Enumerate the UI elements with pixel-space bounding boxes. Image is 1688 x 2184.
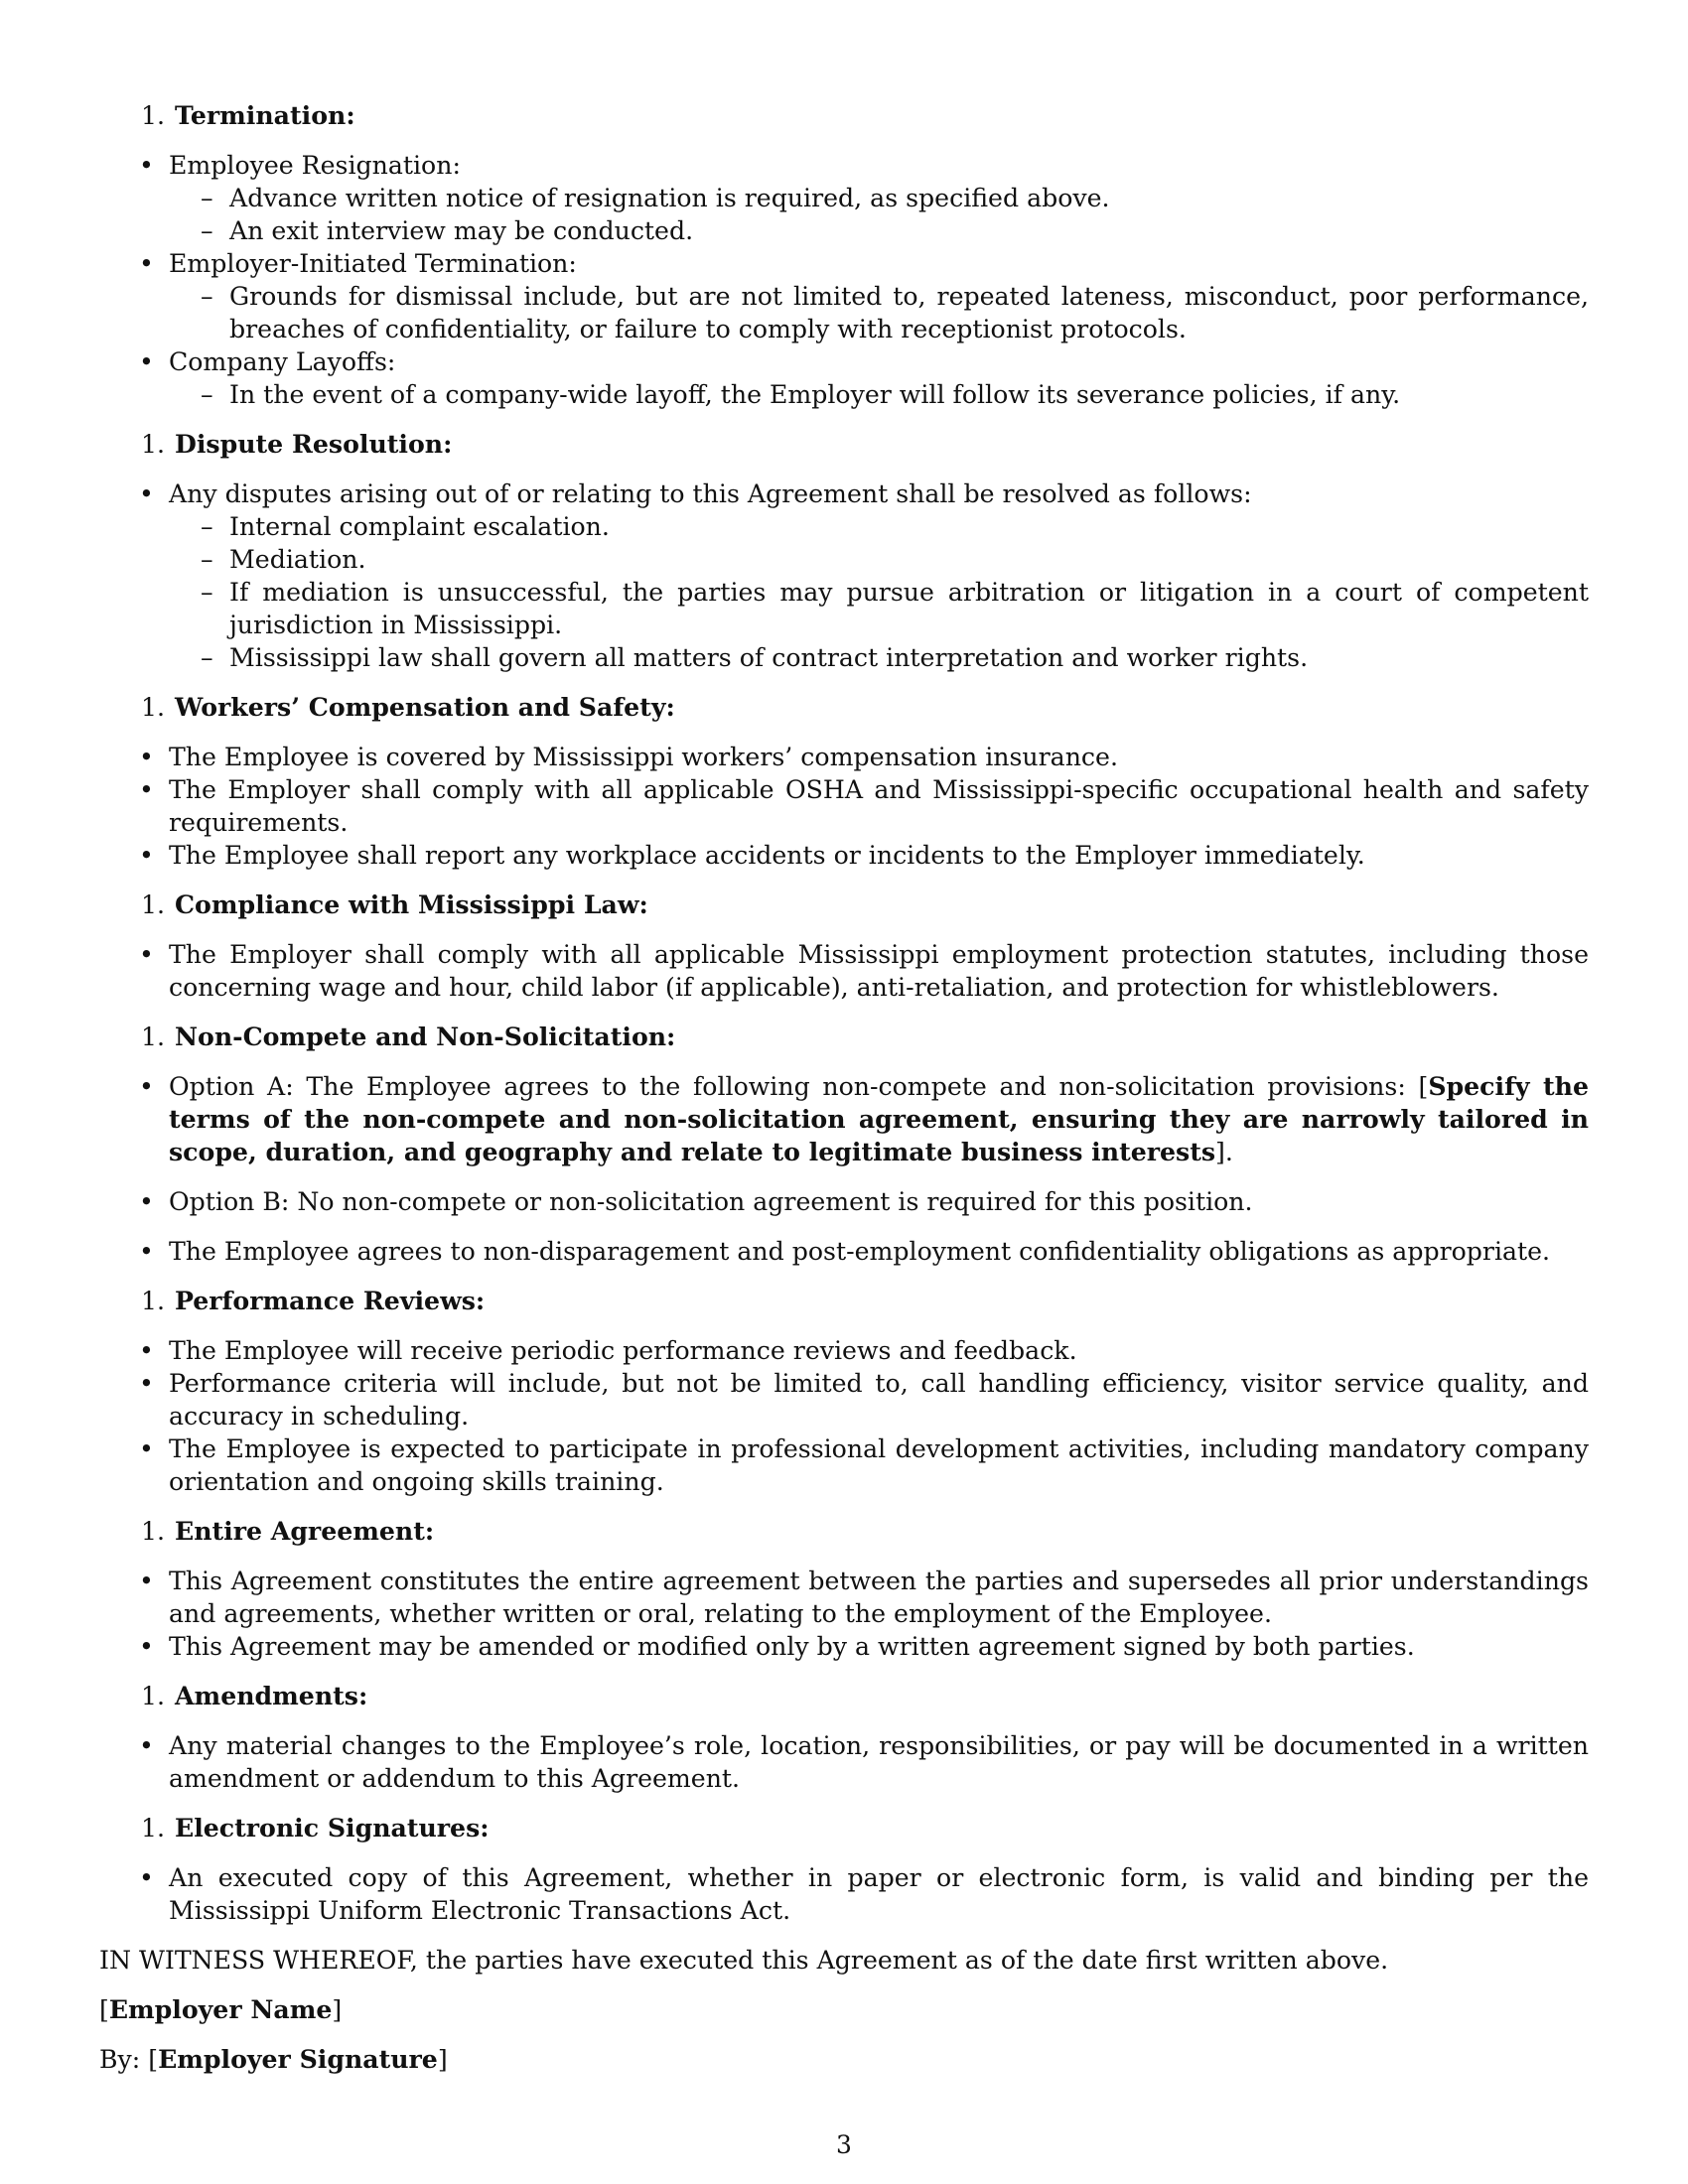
list-item: • The Employee shall report any workplace accidents or incidents to the Employer immediately. xyxy=(99,839,1589,872)
sub-list-item: – Grounds for dismissal include, but are not limited to, repeated lateness, misconduct, poor performance, breaches of confidentiality, or failure to comply with receptionist protocols. xyxy=(169,280,1589,345)
section-title: Termination: xyxy=(175,100,355,130)
section-heading-non-compete xyxy=(99,1021,1589,1053)
section-title: Electronic Signatures: xyxy=(175,1813,490,1843)
section-title: Entire Agreement: xyxy=(175,1516,435,1546)
list-item: • The Employee agrees to non-disparagement and post-employment confidentiality obligations as appropriate. xyxy=(99,1235,1589,1268)
section-heading-workers-comp xyxy=(99,691,1589,724)
list-item-option-a xyxy=(99,1070,1589,1168)
amendments-list xyxy=(99,1729,1589,1795)
section-heading-compliance xyxy=(99,888,1589,921)
section-heading-electronic-signatures xyxy=(99,1812,1589,1844)
section-number: 1. xyxy=(140,1682,165,1710)
sub-list-item: – In the event of a company-wide layoff, the Employer will follow its severance policies, if any. xyxy=(169,378,1589,411)
section-number: 1. xyxy=(140,1814,165,1843)
sub-list-item: – An exit interview may be conducted. xyxy=(169,214,1589,247)
sub-list-item: – Mediation. xyxy=(169,543,1589,576)
option-a-text: Option A: The Employee agrees to the following non-compete and non-solicitation provisions: [ xyxy=(169,1072,1429,1101)
section-heading-dispute xyxy=(99,428,1589,461)
list-item xyxy=(99,478,1589,674)
sub-list-item: – Mississippi law shall govern all matters of contract interpretation and worker rights. xyxy=(169,641,1589,674)
employer-name-placeholder: Employer Name xyxy=(108,1994,333,2024)
bullet-text: Employee Resignation: xyxy=(169,151,461,180)
section-heading-amendments xyxy=(99,1680,1589,1712)
section-title: Workers’ Compensation and Safety: xyxy=(175,692,675,722)
bracket-close: ] xyxy=(332,1995,343,2024)
page-number: 3 xyxy=(836,2130,852,2159)
witness-statement: IN WITNESS WHEREOF, the parties have executed this Agreement as of the date first written above. xyxy=(99,1946,1389,1975)
employer-signature-placeholder: Employer Signature xyxy=(158,2044,438,2074)
section-heading-termination xyxy=(99,99,1589,132)
bracket-close: ] xyxy=(437,2045,448,2074)
list-item: • Performance criteria will include, but not be limited to, call handling efficiency, visitor service quality, and accuracy in scheduling. xyxy=(99,1367,1589,1433)
option-a-end: ]. xyxy=(1215,1138,1233,1166)
list-item: • The Employer shall comply with all applicable OSHA and Mississippi-specific occupational health and safety requirements. xyxy=(99,773,1589,839)
performance-list xyxy=(99,1334,1589,1498)
sub-list-item: – Internal complaint escalation. xyxy=(169,510,1589,543)
list-item xyxy=(99,149,1589,247)
bracket-open: [ xyxy=(99,1995,109,2024)
list-item: • This Agreement constitutes the entire agreement between the parties and supersedes all prior understandings and agreements, whether written or oral, relating to the employment of the Employee. xyxy=(99,1565,1589,1630)
sub-list xyxy=(169,378,1589,411)
non-compete-list xyxy=(99,1070,1589,1268)
entire-agreement-list xyxy=(99,1565,1589,1663)
dispute-list xyxy=(99,478,1589,674)
section-number: 1. xyxy=(140,430,165,459)
section-number: 1. xyxy=(140,890,165,919)
list-item: • The Employee will receive periodic performance reviews and feedback. xyxy=(99,1334,1589,1367)
sub-list-item: – Advance written notice of resignation is required, as specified above. xyxy=(169,182,1589,214)
list-item: • The Employer shall comply with all applicable Mississippi employment protection statutes, including those concerning wage and hour, child labor (if applicable), anti-retaliation, and protection for whistleblowers. xyxy=(99,938,1589,1004)
list-item: • Any material changes to the Employee’s role, location, responsibilities, or pay will be documented in a written amendment or addendum to this Agreement. xyxy=(99,1729,1589,1795)
option-a-placeholder: Specify the terms of the non-compete and non-solicitation agreement, ensuring they are narrowly tailored in scope, duration, and geography and relate to legitimate business interests xyxy=(169,1071,1589,1166)
list-item: • The Employee is expected to participate in professional development activities, including mandatory company orientation and ongoing skills training. xyxy=(99,1433,1589,1498)
list-item xyxy=(99,247,1589,345)
sub-list xyxy=(169,510,1589,674)
list-item: • An executed copy of this Agreement, whether in paper or electronic form, is valid and binding per the Mississippi Uniform Electronic Transactions Act. xyxy=(99,1861,1589,1927)
list-item xyxy=(99,345,1589,411)
bullet-text: Employer-Initiated Termination: xyxy=(169,249,577,278)
section-number: 1. xyxy=(140,101,165,130)
sub-list xyxy=(169,182,1589,247)
electronic-signatures-list xyxy=(99,1861,1589,1927)
bullet-text: Company Layoffs: xyxy=(169,347,396,376)
section-title: Performance Reviews: xyxy=(175,1286,486,1315)
section-number: 1. xyxy=(140,1517,165,1546)
section-number: 1. xyxy=(140,1023,165,1051)
workers-comp-list xyxy=(99,741,1589,872)
section-title: Non-Compete and Non-Solicitation: xyxy=(175,1022,676,1051)
list-item: • The Employee is covered by Mississippi workers’ compensation insurance. xyxy=(99,741,1589,773)
section-title: Compliance with Mississippi Law: xyxy=(175,889,648,919)
termination-list xyxy=(99,149,1589,411)
sub-list-item: – If mediation is unsuccessful, the parties may pursue arbitration or litigation in a court of competent jurisdiction in Mississippi. xyxy=(169,576,1589,641)
document-page xyxy=(99,99,1589,2093)
compliance-list xyxy=(99,938,1589,1004)
section-heading-entire-agreement xyxy=(99,1515,1589,1548)
section-number: 1. xyxy=(140,1287,165,1315)
section-number: 1. xyxy=(140,693,165,722)
list-item-option-b: • Option B: No non-compete or non-solicitation agreement is required for this position. xyxy=(99,1185,1589,1218)
employer-signature-line xyxy=(99,2043,1589,2076)
by-label: By: [ xyxy=(99,2045,159,2074)
section-heading-performance xyxy=(99,1285,1589,1317)
sub-list xyxy=(169,280,1589,345)
bullet-text: Any disputes arising out of or relating to this Agreement shall be resolved as follows: xyxy=(169,479,1252,508)
section-title: Amendments: xyxy=(175,1681,368,1710)
section-title: Dispute Resolution: xyxy=(175,429,453,459)
employer-name-line xyxy=(99,1993,1589,2026)
list-item: • This Agreement may be amended or modified only by a written agreement signed by both parties. xyxy=(99,1630,1589,1663)
